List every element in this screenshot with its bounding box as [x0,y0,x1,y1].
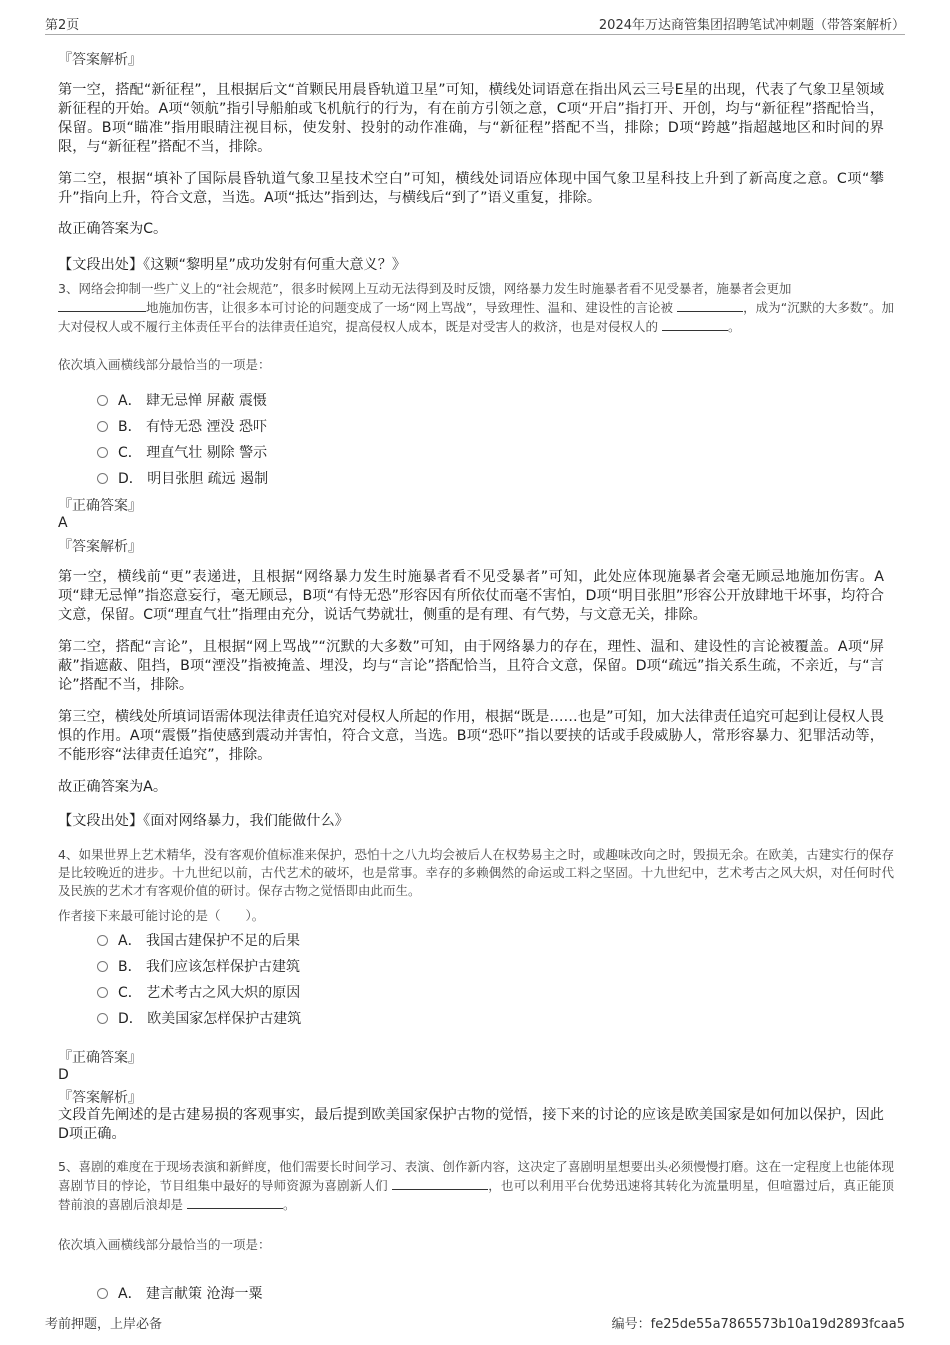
radio-icon[interactable] [97,987,108,998]
q5-option-a-label: A． 建言献策 沧海一粟 [118,1286,263,1302]
q3-conclusion: 故正确答案为A。 [58,779,168,795]
q3-stem-part-d: 。 [728,319,741,334]
radio-icon[interactable] [97,421,108,432]
page-number: 第2页 [45,18,80,33]
q3-analysis-para2: 第二空，搭配“言论”，且根据“网上骂战”“沉默的大多数”可知，由于网络暴力的存在，理性、温和、建设性的言论被覆盖。A项“屏蔽”指遮蔽、阻挡，B项“湮没”指被掩盖、埋没，均与“言论”搭配恰当，且符合文意，保留。D项“疏远”指关系生疏，不亲近，与“言论”搭配不当，排除。 [58,639,884,693]
radio-icon[interactable] [97,395,108,406]
q3-option-c-label: C． 理直气壮 剔除 警示 [118,445,268,461]
q2-conclusion: 故正确答案为C。 [58,221,168,237]
q3-stem-part-b: 地施加伤害，让很多本可讨论的问题变成了一场“网上骂战”，导致理性、温和、建设性的言论被 [146,300,674,315]
q3-blank-3 [662,317,728,331]
radio-icon[interactable] [97,935,108,946]
q4-option-a-label: A． 我国古建保护不足的后果 [118,933,301,949]
q2-analysis-para1: 第一空，搭配“新征程”，且根据后文“首颗民用晨昏轨道卫星”可知，横线处词语意在指出风云三号E星的出现，代表了气象卫星领域新征程的开始。A项“领航”指引导船舶或飞机航行的行为，有在前方引领之意，C项“开启”指打开、开创，均与“新征程”搭配恰当，保留。B项“瞄准”指用眼睛注视目标，使发射、投射的动作准确，与“新征程”搭配不当，排除；D项“跨越”指超越地区和时间的界限，与“新征程”搭配不当，排除。 [58,82,884,155]
q3-option-d-label: D． 明目张胆 疏远 遏制 [118,471,269,487]
q2-source: 【文段出处】《这颗“黎明星”成功发射有何重大意义？》 [58,257,407,273]
q4-option-d[interactable] [97,1008,301,1028]
q3-blank-1 [58,298,146,312]
q3-analysis-title: 『答案解析』 [58,539,142,555]
q3-blank-2 [677,298,743,312]
q4-prompt: 作者接下来最可能讨论的是（ ）。 [58,908,265,923]
q4-option-a[interactable] [97,930,300,950]
q4-stem: 4、如果世界上艺术精华，没有客观价值标准来保护，恐怕十之八九均会被后人在权势易主之时，或趣味改向之时，毁损无余。在欧美，古建实行的保存是比较晚近的进步。十九世纪以前，古代艺术的破坏，也是常事。幸存的多赖偶然的命运或工料之坚固。十九世纪中，艺术考古之风大炽，对任何时代及民族的艺术才有客观价值的研讨。保存古物之觉悟即由此而生。 [58,847,894,898]
q4-analysis-title: 『答案解析』 [58,1090,142,1106]
q3-option-b-label: B． 有恃无恐 湮没 恐吓 [118,419,267,435]
q3-correct-title: 『正确答案』 [58,498,142,514]
q4-correct-answer: D [58,1067,69,1083]
q4-option-d-label: D． 欧美国家怎样保护古建筑 [118,1011,302,1027]
radio-icon[interactable] [97,447,108,458]
q2-analysis-para2: 第二空，根据“填补了国际晨昏轨道气象卫星技术空白”可知，横线处词语应体现中国气象卫星科技上升到了新高度之意。C项“攀升”指向上升，符合文意，当选。A项“抵达”指到达，与横线后“到了”语义重复，排除。 [58,171,884,206]
radio-icon[interactable] [97,1013,108,1024]
q4-option-b-label: B． 我们应该怎样保护古建筑 [118,959,301,975]
page-header [45,14,905,35]
q2-analysis-title: 『答案解析』 [58,52,142,68]
q3-option-c[interactable] [97,442,267,462]
footer-slogan: 考前押题，上岸必备 [45,1317,163,1332]
q3-source: 【文段出处】《面对网络暴力，我们能做什么》 [58,813,349,829]
radio-icon[interactable] [97,1288,108,1299]
q5-prompt: 依次填入画横线部分最恰当的一项是： [58,1237,271,1252]
radio-icon[interactable] [97,473,108,484]
q5-stem-part-a: 5、喜剧的难度在于现场表演和新鲜度，他们需要长时间学习、表演、创作新内容，这决定了喜剧明星想要出头必须慢慢打磨。这在一定程度上也能体现喜剧节目的悖论，节目组集中最好的导师资源为喜剧新人们 [58,1159,894,1193]
q3-stem-part-a: 3、网络会抑制一些广义上的“社会规范”，很多时候网上互动无法得到及时反馈，网络暴力发生时施暴者看不见受暴者，施暴者会更加 [58,281,792,296]
q3-option-b[interactable] [97,416,267,436]
q3-option-d[interactable] [97,468,268,488]
q5-stem [58,1158,894,1214]
q3-correct-answer: A [58,515,68,531]
q5-stem-part-c: 。 [283,1197,296,1212]
radio-icon[interactable] [97,961,108,972]
q3-option-a[interactable] [97,390,267,410]
q4-option-b[interactable] [97,956,300,976]
q4-option-c[interactable] [97,982,300,1002]
q5-option-a[interactable] [97,1283,262,1303]
q3-prompt: 依次填入画横线部分最恰当的一项是： [58,357,271,372]
document-title: 2024年万达商管集团招聘笔试冲刺题（带答案解析） [598,18,905,33]
q4-option-c-label: C． 艺术考古之风大炽的原因 [118,985,301,1001]
q4-correct-title: 『正确答案』 [58,1050,142,1066]
q5-blank-1 [392,1176,488,1190]
q3-option-a-label: A． 肆无忌惮 屏蔽 震慑 [118,393,267,409]
q4-analysis: 文段首先阐述的是古建易损的客观事实，最后提到欧美国家保护古物的觉悟，接下来的讨论的应该是欧美国家是如何加以保护，因此D项正确。 [58,1107,884,1142]
q3-analysis-para1: 第一空，横线前“更”表递进，且根据“网络暴力发生时施暴者看不见受暴者”可知，此处应体现施暴者会毫无顾忌地施加伤害。A项“肆无忌惮”指恣意妄行，毫无顾忌，B项“有恃无恐”形容因有所依仗而毫不害怕，D项“明目张胆”形容公开放肆地干坏事，均符合文意，保留。C项“理直气壮”指理由充分，说话气势就壮，侧重的是有理、有气势，与文意无关，排除。 [58,569,884,623]
q3-analysis-para3: 第三空，横线处所填词语需体现法律责任追究对侵权人所起的作用，根据“既是……也是”可知，加大法律责任追究可起到让侵权人畏惧的作用。A项“震慑”指使感到震动并害怕，符合文意，当选。B项“恐吓”指以要挟的话或手段威胁人，常形容暴力、犯罪活动等，不能形容“法律责任追究”，排除。 [58,709,884,763]
q5-stem-part-b: ，也可以利用平台优势迅速将其转化为流量明星，但喧嚣过后，真正能顶替前浪的喜剧后浪却是 [58,1178,894,1212]
document-id: 编号：fe25de55a7865573b10a19d2893fcaa5 [611,1317,905,1332]
q3-stem-part-c: ，成为“沉默的大多数”。加大对侵权人或不履行主体责任平台的法律责任追究，提高侵权人成本，既是对受害人的救济，也是对侵权人的 [58,300,894,334]
q3-stem [58,280,894,336]
q5-blank-2 [187,1195,283,1209]
